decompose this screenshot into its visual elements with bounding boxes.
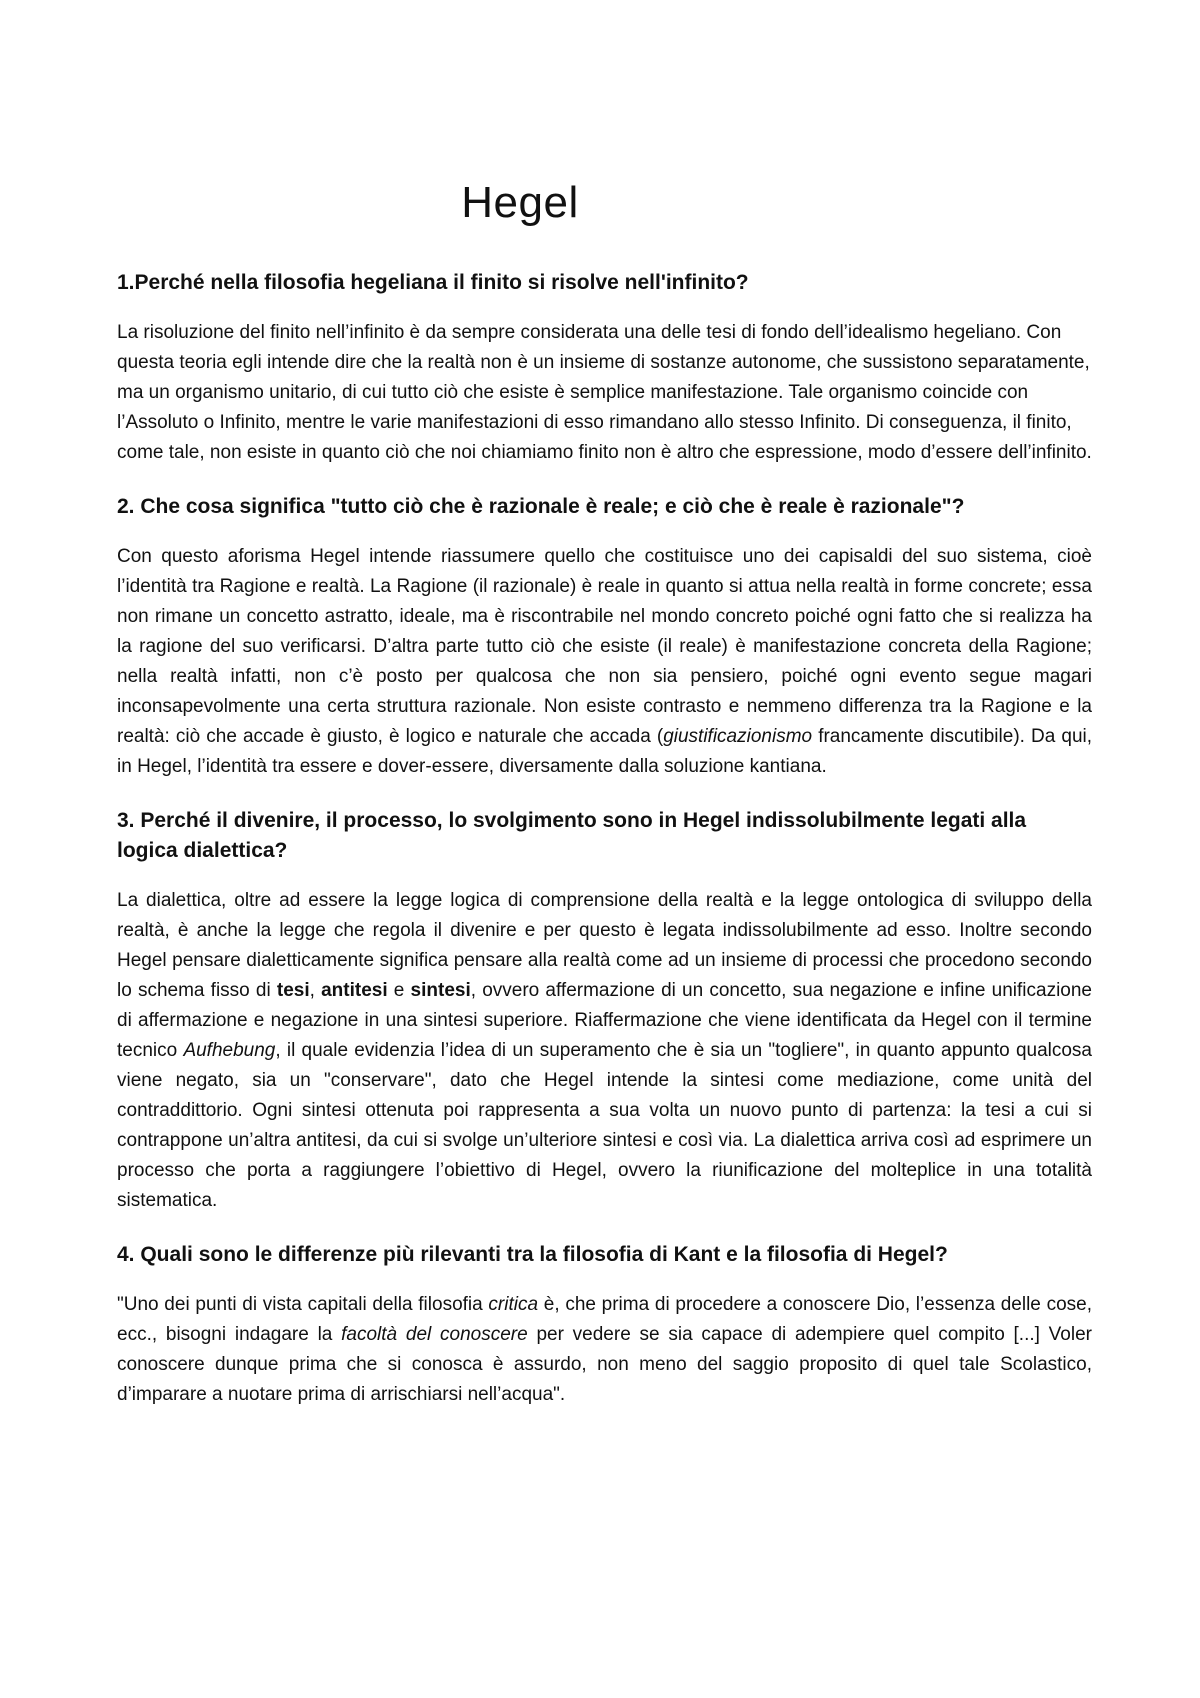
answer-3-text-a: La dialettica, oltre ad essere la legge logica di comprensione della realtà e la legge ontologica di sviluppo della realtà, è anche la legge che regola il divenire e per questo è legata indissolubilmente ad esso. Inoltre secondo Hegel pensare dialetticamente significa pensare alla realtà come ad un insieme di processi che procedono secondo lo schema fisso di bbox=[117, 890, 1092, 1001]
answer-4-text-a: "Uno dei punti di vista capitali della filosofia bbox=[117, 1294, 489, 1315]
answer-2-text-b: francamente discutibile). Da qui, in Hegel, l’identità tra essere e dover-essere, diversamente dalla soluzione kantiana. bbox=[117, 726, 1093, 777]
question-1: 1.Perché nella filosofia hegeliana il finito si risolve nell'infinito? bbox=[117, 271, 749, 294]
question-4: 4. Quali sono le differenze più rilevanti tra la filosofia di Kant e la filosofia di Hegel? bbox=[117, 1243, 948, 1266]
answer-4-emphasis-2: facoltà del conoscere bbox=[341, 1324, 528, 1345]
answer-1: La risoluzione del finito nell’infinito è da sempre considerata una delle tesi di fondo dell’idealismo hegeliano. Con questa teoria egli intende dire che la realtà non è un insieme di sostanze autonome, che sussistono separatamente, ma un organismo unitario, di cui tutto ciò che esiste è semplice manifestazione. Tale organismo coincide con l’Assoluto o Infinito, mentre le varie manifestazioni di esso rimandano allo stesso Infinito. Di conseguenza, il finito, come tale, non esiste in quanto ciò che noi chiamiamo finito non è altro che espressione, modo d’essere dell’infinito. bbox=[117, 322, 1092, 463]
answer-3-sep-1: , bbox=[309, 980, 322, 1001]
answer-2-text-a: Con questo aforisma Hegel intende riassumere quello che costituisce uno dei capisaldi del suo sistema, cioè l’identità tra Ragione e realtà. La Ragione (il razionale) è reale in quanto si attua nella realtà in forme concrete; essa non rimane un concetto astratto, ideale, ma è riscontrabile nel mondo concreto poiché ogni fatto che si realizza ha la ragione del suo verificarsi. D’altra parte tutto ciò che esiste (il reale) è manifestazione concreta della Ragione; nella realtà infatti, non c’è posto per qualcosa che non sia pensiero, poiché ogni evento segue magari inconsapevolmente una certa struttura razionale. Non esiste contrasto e nemmeno differenza tra la Ragione e la realtà: ciò che accade è giusto, è logico e naturale che accada ( bbox=[117, 546, 1092, 747]
answer-3-sep-2: e bbox=[387, 980, 411, 1001]
answer-3-emphasis: Aufhebung bbox=[183, 1040, 276, 1061]
question-3: 3. Perché il divenire, il processo, lo svolgimento sono in Hegel indissolubilmente legati alla logica dialettica? bbox=[117, 809, 1027, 862]
answer-3 bbox=[117, 886, 1092, 1216]
document-body bbox=[117, 268, 1092, 1434]
answer-4 bbox=[117, 1290, 1092, 1410]
answer-4-text-c: per vedere se sia capace di adempiere quel compito [...] Voler conoscere dunque prima che si conosca è assurdo, non meno del saggio proposito di quel tale Scolastico, d’imparare a nuotare prima di arrischiarsi nell’acqua". bbox=[117, 1324, 1092, 1405]
answer-2 bbox=[117, 542, 1092, 782]
term-sintesi: sintesi bbox=[410, 980, 471, 1001]
answer-4-text-b: è, che prima di procedere a conoscere Dio, l’essenza delle cose, ecc., bisogni indagare la bbox=[117, 1294, 1092, 1345]
question-2: 2. Che cosa significa "tutto ciò che è razionale è reale; e ciò che è reale è razionale"? bbox=[117, 495, 965, 518]
answer-3-text-b: , ovvero affermazione di un concetto, sua negazione e infine unificazione di affermazione e negazione in una sintesi superiore. Riaffermazione che viene identificata da Hegel con il termine tecnico bbox=[117, 980, 1092, 1061]
answer-4-emphasis-1: critica bbox=[488, 1294, 539, 1315]
answer-3-text-c: , il quale evidenzia l’idea di un superamento che è sia un "togliere", in quanto appunto qualcosa viene negato, sia un "conservare", dato che Hegel intende la sintesi come mediazione, come unità del contraddittorio. Ogni sintesi ottenuta poi rappresenta a sua volta un nuovo punto di partenza: la tesi a cui si contrappone un’altra antitesi, da cui si svolge un’ulteriore sintesi e così via. La dialettica arriva così ad esprimere un processo che porta a raggiungere l’obiettivo di Hegel, ovvero la riunificazione del molteplice in una totalità sistematica. bbox=[117, 1040, 1093, 1211]
term-antitesi: antitesi bbox=[321, 980, 388, 1001]
term-tesi: tesi bbox=[276, 980, 310, 1001]
answer-2-emphasis: giustificazionismo bbox=[663, 726, 813, 747]
document-title: Hegel bbox=[461, 178, 579, 227]
